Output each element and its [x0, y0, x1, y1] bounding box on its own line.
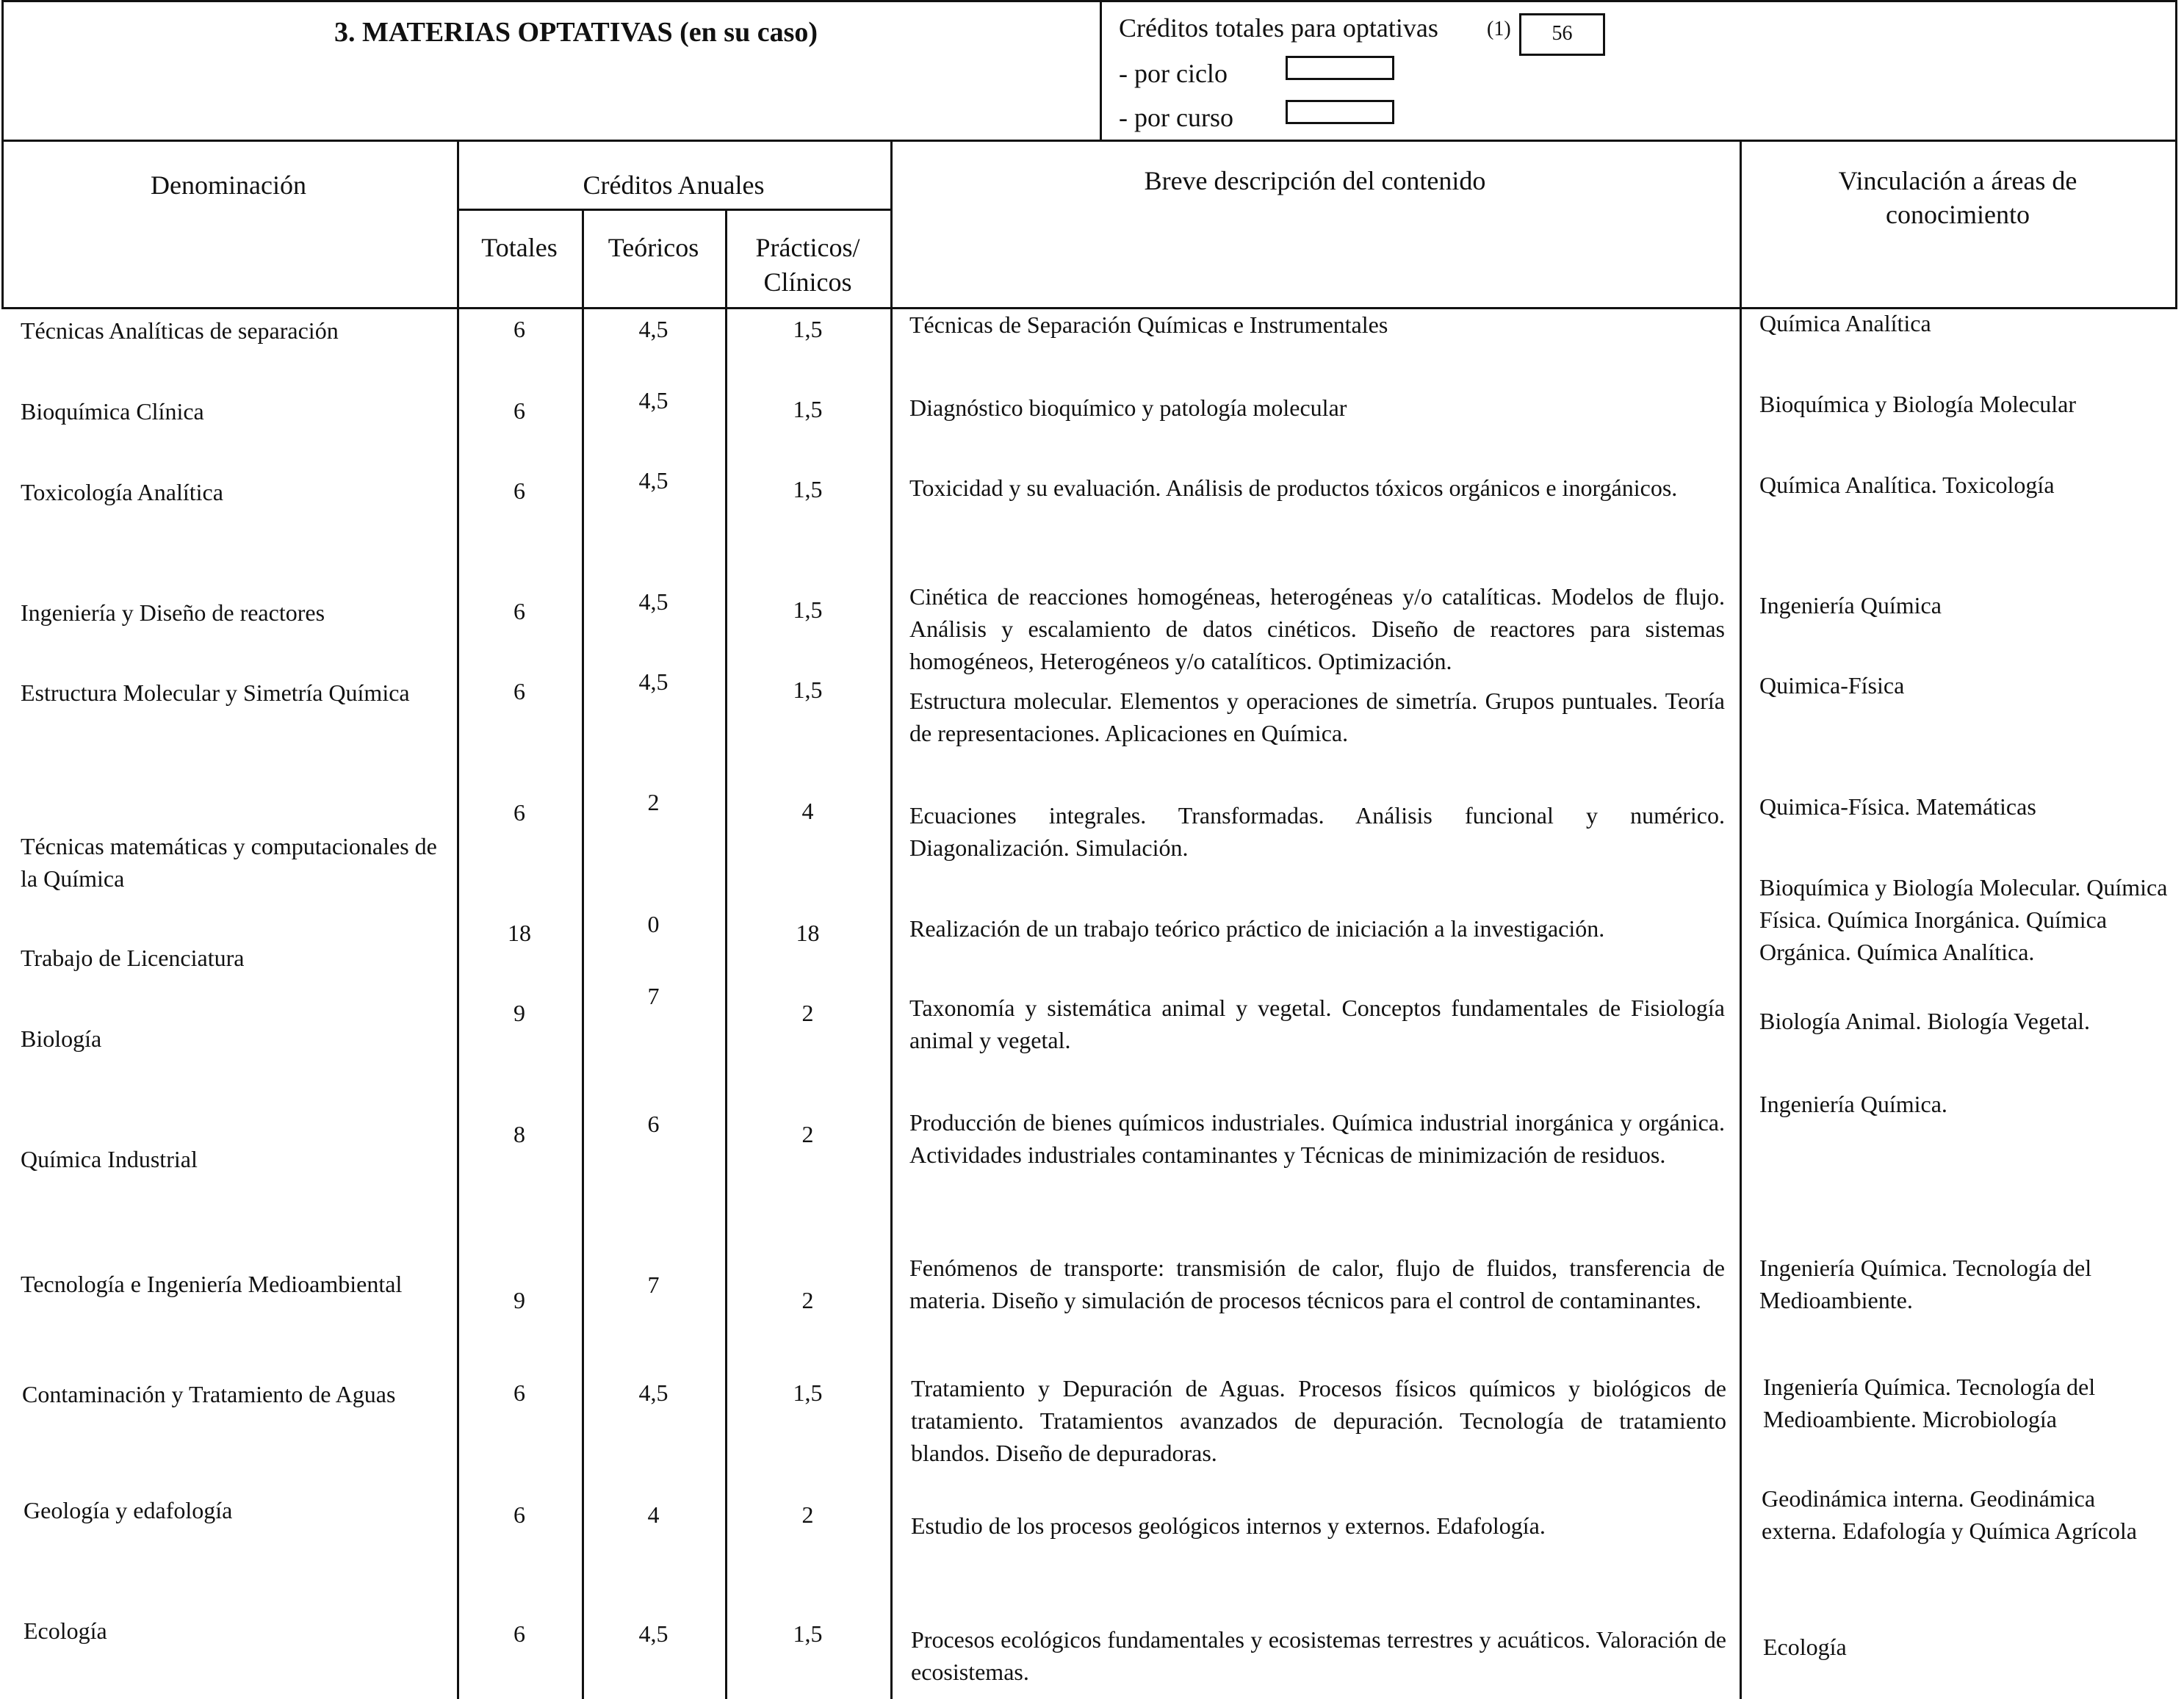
header-divider — [1100, 0, 1102, 141]
knowledge-area: Ecología — [1763, 1634, 1847, 1660]
per-course-label: - por curso — [1119, 103, 1233, 132]
knowledge-area: Biología Animal. Biología Vegetal. — [1759, 1008, 2091, 1034]
knowledge-area: Química Analítica. Toxicología — [1759, 472, 2055, 498]
header-separator — [1, 140, 2177, 142]
knowledge-area: Quimica-Física — [1759, 672, 1905, 699]
credits-total: 18 — [508, 920, 531, 946]
column-divider-description — [1740, 140, 1742, 1699]
content-description: Estudio de los procesos geológicos internos y externos. Edafología. — [911, 1512, 1546, 1539]
content-description: Tratamiento y Depuración de Aguas. Procesos físicos químicos y biológicos de tratamiento. Tratamientos avanzados de depuración. Tecnología de tratamiento blandos. Diseño de depuradoras. — [911, 1375, 1726, 1466]
credits-total: 6 — [513, 1501, 525, 1528]
column-divider-total — [582, 209, 584, 1699]
course-name: Ingeniería y Diseño de reactores — [21, 599, 325, 626]
credits-practice: 1,5 — [793, 677, 823, 703]
column-header-practice-1: Prácticos/ — [755, 233, 860, 262]
credits-practice: 1,5 — [793, 396, 823, 422]
credits-practice: 2 — [801, 1000, 814, 1026]
course-name: Técnicas Analíticas de separación — [21, 317, 339, 344]
knowledge-area: Ingeniería Química. Tecnología del Medioambiente. — [1759, 1255, 2092, 1313]
course-name: Geología y edafología — [24, 1497, 233, 1523]
course-name: Biología — [21, 1025, 102, 1052]
content-description: Ecuaciones integrales. Transformadas. Análisis funcional y numérico. Diagonalización. Simulación. — [909, 802, 1725, 861]
credits-theory: 4,5 — [638, 668, 668, 695]
column-divider-practice — [890, 140, 893, 1699]
credits-subheader-border — [457, 209, 892, 211]
course-name: Técnicas matemáticas y computacionales de la Química — [21, 833, 437, 892]
credits-theory: 4 — [647, 1501, 660, 1528]
credits-practice: 2 — [801, 1501, 814, 1528]
credits-practice: 4 — [801, 798, 814, 824]
credits-practice: 1,5 — [793, 316, 823, 342]
credits-theory: 4,5 — [638, 588, 668, 615]
credits-total: 6 — [513, 1620, 525, 1647]
content-description: Fenómenos de transporte: transmisión de calor, flujo de fluidos, transferencia de materia. Diseño y simulación de procesos técnicos para el control de contaminantes. — [909, 1255, 1725, 1313]
credits-practice: 1,5 — [793, 476, 823, 502]
knowledge-area: Ingeniería Química — [1759, 592, 1942, 618]
content-description: Procesos ecológicos fundamentales y ecosistemas terrestres y acuáticos. Valoración de ecosistemas. — [911, 1626, 1726, 1685]
table-left-border — [1, 0, 4, 309]
column-header-total: Totales — [481, 233, 558, 262]
course-name: Contaminación y Tratamiento de Aguas — [22, 1381, 396, 1407]
column-header-area-2: conocimiento — [1886, 200, 2030, 229]
credits-theory: 4,5 — [638, 387, 668, 414]
column-divider-theory — [725, 209, 727, 1699]
content-description: Cinética de reacciones homogéneas, heterogéneas y/o catalíticas. Modelos de flujo. Análisis y escalamiento de datos cinéticos. Diseño de reactores para sistemas homogéneos, Heterogéneos y/o catalíticos. Optimización. — [909, 583, 1725, 674]
content-description: Producción de bienes químicos industriales. Química industrial inorgánica y orgánica. Actividades industriales contaminantes y Técnicas de minimización de residuos. — [909, 1109, 1725, 1168]
credits-theory: 6 — [647, 1111, 660, 1137]
credits-total: 6 — [513, 477, 525, 504]
credits-theory: 4,5 — [638, 1379, 668, 1406]
total-credits-value: 56 — [1551, 22, 1573, 45]
total-credits-label: Créditos totales para optativas — [1119, 13, 1438, 43]
table-right-border — [2175, 0, 2177, 309]
content-description: Taxonomía y sistemática animal y vegetal. Conceptos fundamentales de Fisiología animal y vegetal. — [909, 995, 1725, 1053]
credits-total: 9 — [513, 1000, 525, 1026]
knowledge-area: Química Analítica — [1759, 310, 1931, 336]
credits-theory: 4,5 — [638, 1620, 668, 1647]
knowledge-area: Ingeniería Química. — [1759, 1091, 1947, 1117]
credits-theory: 4,5 — [638, 467, 668, 494]
credits-practice: 1,5 — [793, 596, 823, 623]
credits-total: 6 — [513, 397, 525, 424]
credits-theory: 0 — [647, 911, 660, 937]
column-header-name: Denominación — [151, 170, 306, 200]
credits-theory: 7 — [647, 1271, 660, 1298]
credits-practice: 18 — [796, 920, 820, 946]
content-description: Diagnóstico bioquímico y patología molecular — [909, 394, 1347, 421]
course-name: Estructura Molecular y Simetría Química — [21, 679, 410, 706]
content-description: Estructura molecular. Elementos y operaciones de simetría. Grupos puntuales. Teoría de representaciones. Aplicaciones en Química. — [909, 688, 1725, 746]
content-description: Toxicidad y su evaluación. Análisis de productos tóxicos orgánicos e inorgánicos. — [909, 475, 1678, 501]
credits-total: 6 — [513, 799, 525, 826]
credits-total: 8 — [513, 1121, 525, 1147]
column-header-area-1: Vinculación a áreas de — [1838, 166, 2077, 195]
per-cycle-label: - por ciclo — [1119, 59, 1228, 88]
section-title: 3. MATERIAS OPTATIVAS (en su caso) — [334, 17, 818, 48]
credits-practice: 1,5 — [793, 1620, 823, 1647]
credits-theory: 2 — [647, 789, 660, 815]
credits-practice: 1,5 — [793, 1379, 823, 1406]
knowledge-area: Quimica-Física. Matemáticas — [1759, 793, 2036, 820]
credits-total: 6 — [513, 678, 525, 704]
knowledge-area: Bioquímica y Biología Molecular — [1759, 391, 2077, 417]
total-credits-field[interactable] — [1519, 13, 1605, 56]
credits-theory: 4,5 — [638, 316, 668, 342]
column-header-practice-2: Clínicos — [763, 267, 852, 297]
course-name: Toxicología Analítica — [21, 479, 223, 505]
content-description: Técnicas de Separación Químicas e Instrumentales — [909, 311, 1388, 338]
per-course-field[interactable] — [1286, 100, 1394, 124]
course-name: Tecnología e Ingeniería Medioambiental — [21, 1271, 403, 1297]
table-top-border — [1, 0, 2177, 2]
course-name: Bioquímica Clínica — [21, 398, 204, 425]
credits-practice: 2 — [801, 1287, 814, 1313]
knowledge-area: Ingeniería Química. Tecnología del Medioambiente. Microbiología — [1763, 1374, 2096, 1432]
knowledge-area: Geodinámica interna. Geodinámica externa. Edafología y Química Agrícola — [1762, 1485, 2137, 1544]
credits-theory: 7 — [647, 983, 660, 1009]
column-header-theory: Teóricos — [608, 233, 699, 262]
credits-total: 6 — [513, 598, 525, 624]
total-credits-note: (1) — [1487, 18, 1511, 40]
credits-total: 9 — [513, 1287, 525, 1313]
credits-practice: 2 — [801, 1121, 814, 1147]
course-name: Trabajo de Licenciatura — [21, 945, 245, 971]
credits-total: 6 — [513, 1379, 525, 1406]
column-header-description: Breve descripción del contenido — [1144, 166, 1486, 195]
per-cycle-field[interactable] — [1286, 56, 1394, 80]
credits-total: 6 — [513, 316, 525, 342]
course-name: Química Industrial — [21, 1146, 198, 1172]
column-header-annual-credits: Créditos Anuales — [583, 170, 765, 200]
knowledge-area: Bioquímica y Biología Molecular. Química Física. Química Inorgánica. Química Orgánica. Química Analítica. — [1759, 874, 2168, 965]
content-description: Realización de un trabajo teórico práctico de iniciación a la investigación. — [909, 915, 1605, 942]
course-name: Ecología — [24, 1617, 107, 1644]
